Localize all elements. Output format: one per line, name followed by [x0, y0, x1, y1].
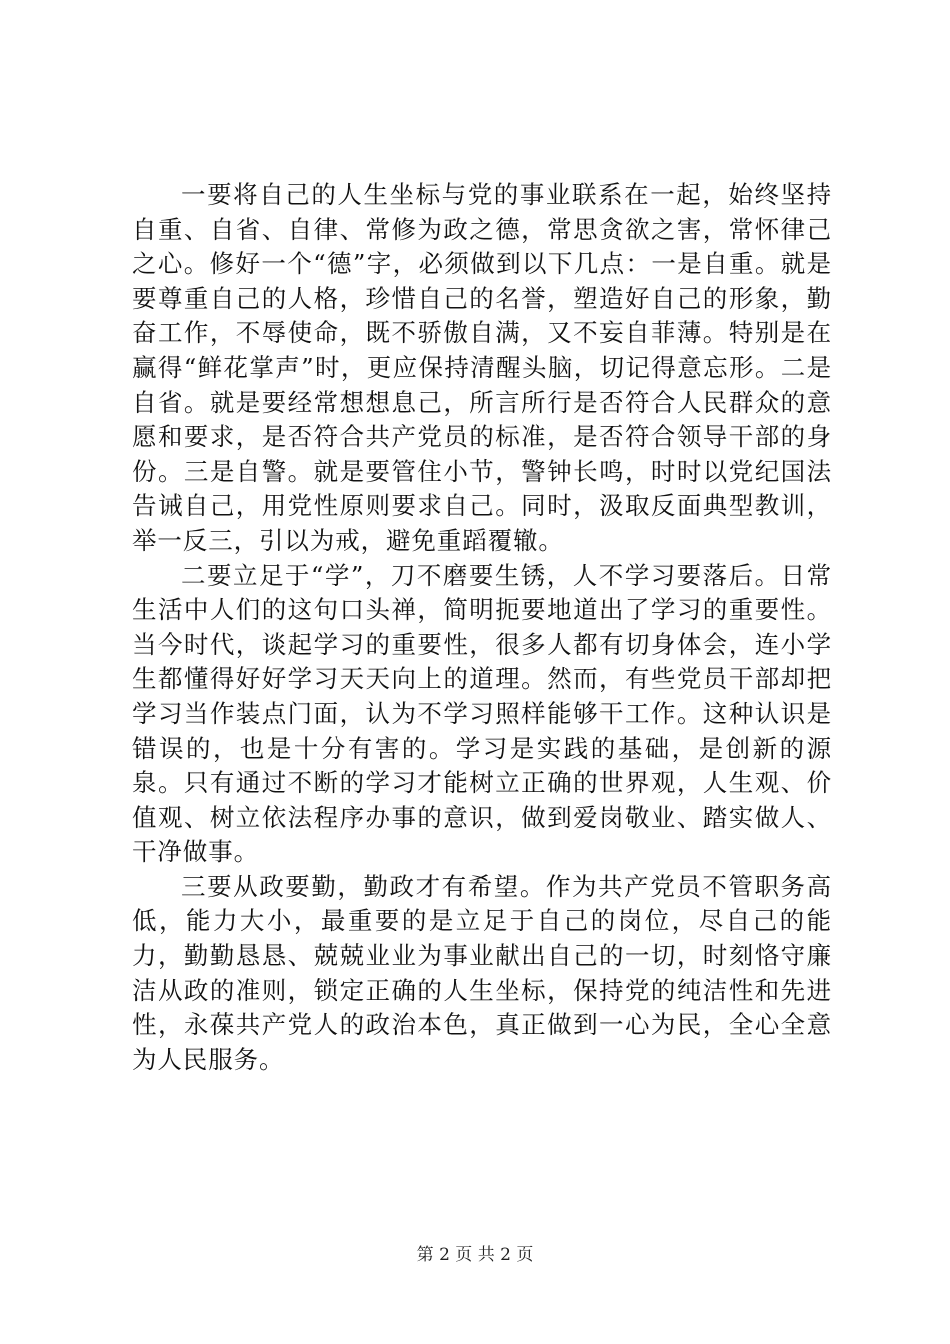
paragraph-3: 三要从政要勤，勤政才有希望。作为共产党员不管职务高低，能力大小，最重要的是立足于自己的岗位，尽自己的能力，勤勤恳恳、兢兢业业为事业献出自己的一切，时刻恪守廉洁从政的准则，锁定正确的人生坐标，保持党的纯洁性和先进性，永葆共产党人的政治本色，真正做到一心为民，全心全意为人民服务。 [132, 871, 832, 1074]
document-body [132, 178, 832, 1077]
paragraph-1: 一要将自己的人生坐标与党的事业联系在一起，始终坚持自重、自省、自律、常修为政之德，常思贪欲之害，常怀律己之心。修好一个“德”字，必须做到以下几点：一是自重。就是要尊重自己的人格，珍惜自己的名誉，塑造好自己的形象，勤奋工作，不辱使命，既不骄傲自满，又不妄自菲薄。特别是在赢得“鲜花掌声”时，更应保持清醒头脑，切记得意忘形。二是自省。就是要经常想想息己，所言所行是否符合人民群众的意愿和要求，是否符合共产党员的标准，是否符合领导干部的身份。三是自警。就是要管住小节，警钟长鸣，时时以党纪国法告诫自己，用党性原则要求自己。同时，汲取反面典型教训，举一反三，引以为戒，避免重蹈覆辙。 [132, 180, 832, 555]
page-number-footer: 第 2 页 共 2 页 [416, 1245, 534, 1265]
paragraph-2: 二要立足于“学”，刀不磨要生锈，人不学习要落后。日常生活中人们的这句口头禅，简明扼要地道出了学习的重要性。当今时代，谈起学习的重要性，很多人都有切身体会，连小学生都懂得好好学习天天向上的道理。然而，有些党员干部却把学习当作装点门面，认为不学习照样能够干工作。这种认识是错误的，也是十分有害的。学习是实践的基础，是创新的源泉。只有通过不断的学习才能树立正确的世界观，人生观、价值观、树立依法程序办事的意识，做到爱岗敬业、踏实做人、干净做事。 [132, 560, 832, 867]
